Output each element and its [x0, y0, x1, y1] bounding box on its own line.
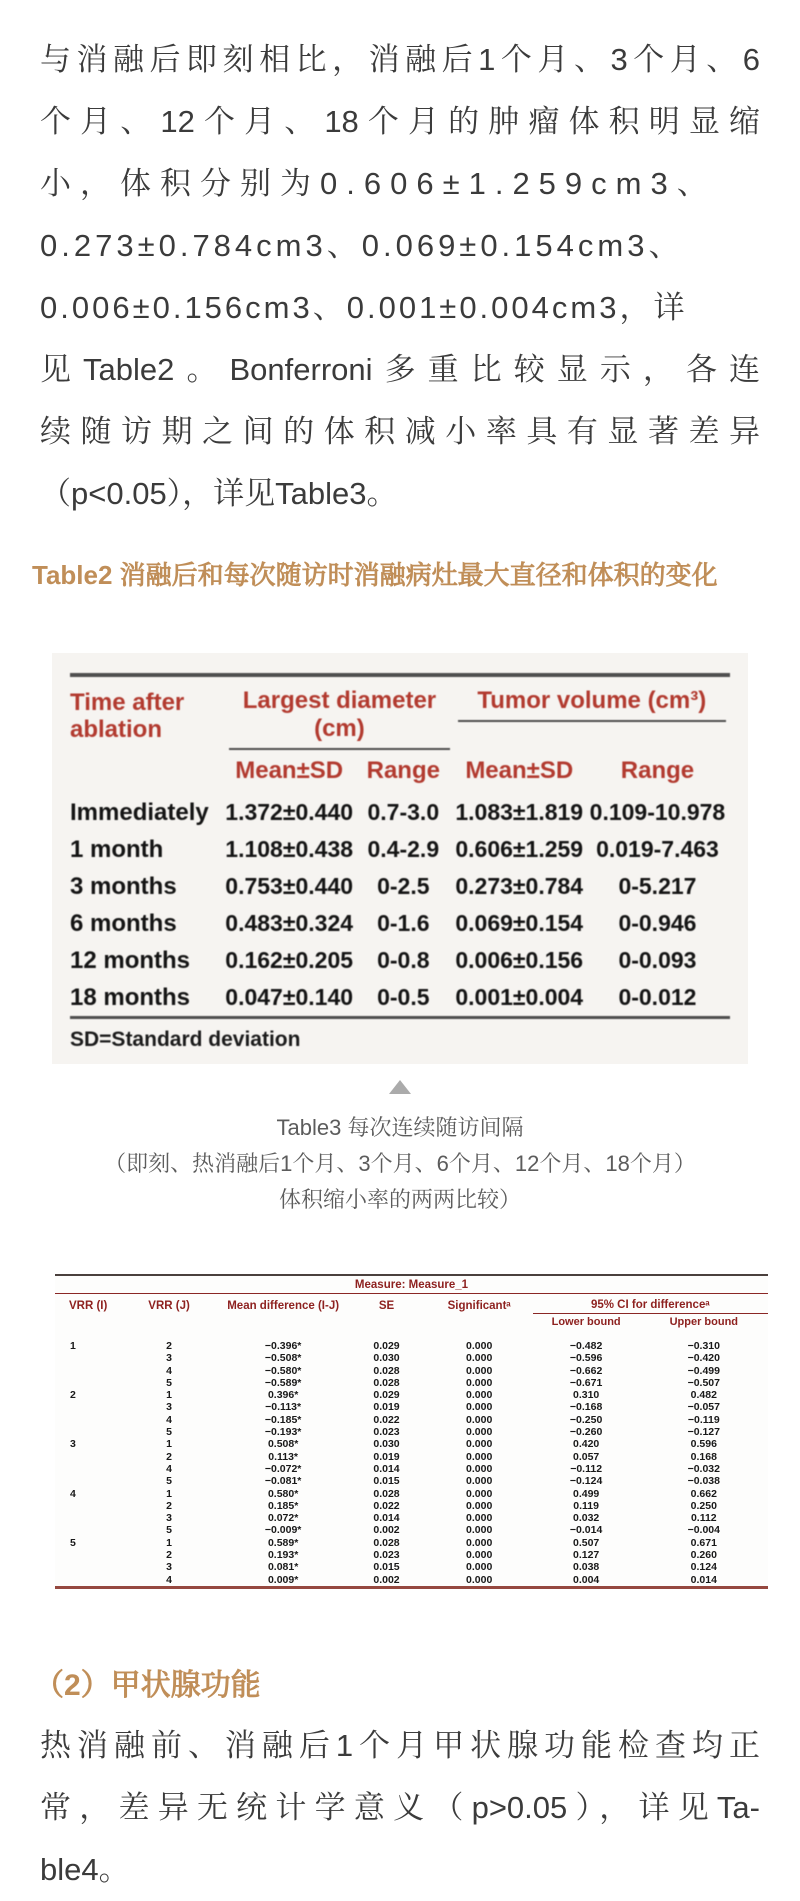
table2-row-cell: 12 months [70, 947, 191, 974]
table2-row-cell: 0-0.946 [618, 910, 697, 936]
table2-row-cell: 0.753±0.440 [225, 873, 354, 899]
table3-row [55, 1365, 768, 1377]
table3-caption-line: 体积缩小率的两两比较） [278, 1187, 521, 1212]
table3-row-cell: −0.185* [264, 1413, 302, 1426]
table3-row-cell: 4 [166, 1462, 172, 1475]
table3-row-cell: −0.580* [264, 1364, 302, 1377]
table3-row-cell: 0.015 [373, 1475, 400, 1488]
table3-row-cell: −0.119 [687, 1413, 720, 1426]
table2-subheader: Mean±SD [235, 757, 344, 784]
table3-row-cell: −0.193* [264, 1426, 302, 1439]
table2-footnote: SD=Standard deviation [70, 1028, 301, 1051]
table3-row-cell: 0.000 [466, 1549, 493, 1562]
table2-row-cell: 1.083±1.819 [455, 799, 584, 825]
table3-row-cell: 0.057 [572, 1450, 600, 1463]
table3-row-cell: −0.081* [264, 1475, 302, 1488]
table3-row-cell: 4 [70, 1487, 76, 1500]
table3-row-cell [55, 1365, 119, 1377]
table3-row-cell: 0.023 [373, 1426, 400, 1439]
table2-heading: Table2 消融后和每次随访时消融病灶最大直径和体积的变化 [32, 560, 718, 590]
table3-row-cell: −0.396* [264, 1340, 302, 1352]
table3-caption-line: Table3 每次连续随访间隔 [276, 1115, 524, 1140]
table3-row [55, 1488, 768, 1500]
table3-header-se: SE [378, 1300, 395, 1313]
paragraph-line: ble4。 [40, 1851, 130, 1887]
table3-row [55, 1512, 768, 1524]
table3-row-cell: 0.015 [373, 1561, 400, 1574]
table3-row-cell: 2 [166, 1499, 172, 1512]
table3-row-cell: −0.032 [687, 1462, 720, 1475]
table3-row-cell: 0.000 [466, 1487, 493, 1500]
paragraph-line: 0.273±0.784cm3、0.069±0.154cm3、 [40, 228, 684, 263]
paragraph-line: 热消融前、消融后1个月甲状腺功能检查均正 [40, 1727, 760, 1763]
table3-figure [55, 1274, 768, 1589]
table3-row-cell [55, 1463, 119, 1475]
table3-row-cell: 0.000 [466, 1561, 493, 1574]
table3-row-cell: 0.671 [690, 1536, 717, 1549]
table2-row-cell: 0.162±0.205 [225, 947, 354, 973]
table3-header-upper-bound: Upper bound [669, 1316, 739, 1328]
table2-row [70, 868, 730, 905]
table2-row-cell: 0-0.5 [377, 984, 430, 1010]
table3-row-cell: −0.499 [687, 1364, 720, 1377]
table3-row-cell: 2 [70, 1389, 76, 1402]
table3-row-cell: 5 [166, 1524, 172, 1537]
table2-row-cell: 0.001±0.004 [455, 984, 584, 1010]
table3-row-cell: 0.028 [373, 1536, 400, 1549]
table3-row-cell: 0.589* [267, 1536, 299, 1549]
table3-row-cell [55, 1426, 119, 1438]
table3-row-cell: 5 [166, 1376, 172, 1389]
table3-row-cell: 2 [166, 1340, 172, 1352]
table3-row-cell [55, 1475, 119, 1487]
table3-row-cell [55, 1451, 119, 1463]
table2-row [70, 831, 730, 868]
table3-row [55, 1352, 768, 1364]
table3-row-cell: −0.168 [569, 1401, 603, 1414]
table3-row-cell: 1 [166, 1487, 172, 1500]
table3-row-cell: 0.396* [267, 1389, 299, 1402]
table3-row-cell: 1 [166, 1536, 172, 1549]
table3-row-cell: 0.022 [373, 1499, 400, 1512]
table2-row-cell: 0-0.012 [618, 984, 697, 1010]
table3-row-cell: 0.596 [690, 1438, 717, 1451]
table3-row-cell: 0.127 [572, 1549, 600, 1562]
table2-col-time-header: Time after ablation [70, 689, 185, 743]
table3-row-cell: 0.000 [466, 1573, 493, 1586]
paragraph-line: （p<0.05），详见Table3。 [40, 476, 398, 511]
table3-header-vrr-j: VRR (J) [148, 1300, 190, 1313]
table3-row [55, 1451, 768, 1463]
paragraph-line: 常，差异无统计学意义（p>0.05），详见Ta- [40, 1789, 760, 1825]
table3-row-cell [55, 1414, 119, 1426]
table2-row-cell: 0-0.093 [618, 947, 697, 973]
table3-row [55, 1389, 768, 1401]
table3-row-cell: −0.127 [687, 1426, 720, 1439]
table3-row-cell: 0.260 [690, 1549, 717, 1562]
table3-row-cell: −0.112 [570, 1462, 603, 1475]
table3-row [55, 1377, 768, 1389]
table3-row-cell: 3 [166, 1352, 172, 1365]
table3-row-cell: 0.000 [466, 1426, 493, 1439]
table3-row [55, 1438, 768, 1450]
table3-row-cell: 0.000 [466, 1524, 493, 1537]
table2-row-cell: 0.483±0.324 [225, 910, 354, 936]
table3-row [55, 1414, 768, 1426]
table2-group-diameter [225, 675, 453, 750]
table3-row-cell: −0.671 [569, 1376, 603, 1389]
table3-row-cell: 0.124 [690, 1561, 717, 1574]
table3-row-cell: 0.310 [572, 1389, 600, 1402]
table3-row-cell: 0.119 [573, 1499, 599, 1512]
table3-row-cell: 2 [166, 1450, 172, 1463]
table3-row-cell: −0.589* [264, 1376, 302, 1389]
table2-group-volume [454, 675, 730, 750]
table3-caption-line: （即刻、热消融后1个月、3个月、6个月、12个月、18个月） [104, 1151, 696, 1176]
table3-row-cell: 5 [166, 1475, 172, 1488]
table3-row-cell: 0.014 [690, 1573, 717, 1586]
table3-row-cell: 0.019 [373, 1450, 400, 1463]
table3-figure-content [55, 1274, 768, 1589]
table3-row-cell: 5 [166, 1426, 172, 1439]
table3-row-cell: 0.499 [572, 1487, 600, 1500]
table2-group-diameter-label: Largest diameter (cm) [229, 687, 449, 750]
table2-row-cell: 18 months [70, 984, 191, 1011]
collapse-triangle-icon[interactable] [389, 1080, 411, 1094]
table2-group-volume-label: Tumor volume (cm³) [458, 687, 726, 722]
table3-row-cell: 0.029 [373, 1389, 400, 1402]
table3-row-cell: 0.000 [466, 1352, 493, 1365]
table3-row-cell: 0.030 [373, 1438, 400, 1451]
table2-row [70, 905, 730, 942]
table2-row-cell: 0.7-3.0 [367, 799, 440, 825]
table3-row-cell: 0.000 [466, 1389, 493, 1402]
table3-row-cell: 3 [70, 1438, 76, 1451]
table3-row-cell: 1 [70, 1340, 76, 1352]
paragraph-line: 小，体积分别为0.606±1.259cm3、 [40, 166, 717, 201]
table3-row-cell: 0.000 [466, 1438, 493, 1451]
table3-row-cell: 1 [166, 1389, 172, 1402]
table3-row [55, 1340, 768, 1352]
table3-row-cell: −0.482 [569, 1340, 603, 1352]
table3-row-cell: 0.030 [373, 1352, 400, 1365]
table3-row-cell: 0.000 [466, 1413, 493, 1426]
table3-row-cell: −0.507 [687, 1376, 720, 1389]
table3-row [55, 1549, 768, 1561]
table2-subheader: Mean±SD [465, 757, 574, 784]
table3-row-cell: −0.310 [687, 1340, 720, 1352]
table3-row-cell: 0.014 [373, 1512, 400, 1525]
table3-row-cell: 0.023 [373, 1549, 400, 1562]
table3-row-cell: 0.000 [466, 1340, 493, 1352]
table3-row [55, 1475, 768, 1487]
table2-row [70, 794, 730, 831]
table3-row [55, 1524, 768, 1536]
table3-row-cell: 0.028 [373, 1487, 400, 1500]
table2-row [70, 979, 730, 1018]
table3-row-cell: 0.000 [466, 1450, 493, 1463]
table3-row-cell: −0.004 [687, 1524, 720, 1537]
paragraph-line: 0.006±0.156cm3、0.001±0.004cm3，详 [40, 290, 688, 325]
table3-row-cell: 0.072* [267, 1512, 299, 1525]
table2-row-cell: 1.372±0.440 [225, 799, 354, 825]
table3-row-cell: −0.072* [264, 1462, 302, 1475]
table3-row-cell: 3 [166, 1512, 172, 1525]
table3-row-cell: 3 [166, 1401, 172, 1414]
table3-row [55, 1401, 768, 1413]
table3-row-cell: 0.019 [373, 1401, 400, 1414]
paragraph-line: 见Table2。Bonferroni多重比较显示，各连 [40, 352, 760, 387]
table3-row-cell [55, 1401, 119, 1413]
table2-row-cell: 0.019-7.463 [596, 836, 719, 862]
table2-row-cell: 0.273±0.784 [455, 873, 584, 899]
table2-row-cell: Immediately [70, 799, 209, 826]
table3-row-cell: 0.508* [267, 1438, 299, 1451]
table2-row-cell: 0.109-10.978 [589, 799, 726, 825]
paragraph-thyroid-function [40, 1707, 760, 1901]
table2-row-cell: 0-2.5 [377, 873, 430, 899]
table3-row-cell: 2 [166, 1549, 172, 1562]
table2-subheader: Range [366, 757, 440, 784]
table3-row-cell: 0.168 [690, 1450, 717, 1463]
table3-row-cell: 0.000 [466, 1475, 493, 1488]
table2-row-cell: 0-5.217 [618, 873, 697, 899]
table2-row-cell: 0.069±0.154 [455, 910, 584, 936]
table3-caption [40, 1110, 760, 1218]
table2-subheader: Range [620, 757, 695, 784]
table3-row [55, 1561, 768, 1573]
table2 [70, 673, 730, 1019]
table3-row-cell: 0.022 [373, 1413, 400, 1426]
table3-row-cell [55, 1549, 119, 1561]
table3-row-cell: −0.009* [264, 1524, 302, 1537]
paragraph-line: 个月、12个月、18个月的肿瘤体积明显缩 [40, 104, 760, 139]
table3-row-cell: 0.000 [466, 1536, 493, 1549]
section2-heading: （2）甲状腺功能 [34, 1668, 261, 1702]
table3-row-cell: 0.193* [267, 1549, 299, 1562]
table3-row-cell: 0.113* [268, 1450, 299, 1463]
table3-row-cell: 0.009* [267, 1573, 299, 1586]
table2-row-cell: 0-1.6 [377, 910, 430, 936]
table3-row-cell: 4 [166, 1573, 172, 1586]
table2-row-cell: 0.047±0.140 [225, 984, 354, 1010]
table3-row-cell: 0.420 [572, 1438, 600, 1451]
table3-row [55, 1463, 768, 1475]
table3-row-cell: 0.014 [373, 1462, 400, 1475]
table3 [55, 1274, 768, 1589]
table3-row [55, 1574, 768, 1588]
table2-row-cell: 1 month [70, 836, 164, 863]
table2-figure-content [52, 673, 748, 1052]
table3-row-cell: 0.000 [466, 1499, 493, 1512]
table3-row-cell: −0.124 [569, 1475, 603, 1488]
paragraph-line: 续随访期之间的体积减小率具有显著差异 [40, 414, 760, 449]
table3-header-lower-bound: Lower bound [551, 1316, 621, 1328]
table3-row-cell: 0.002 [373, 1573, 400, 1586]
table3-row-cell: 0.028 [373, 1376, 400, 1389]
table3-row-cell [55, 1377, 119, 1389]
table3-row-cell: −0.662 [569, 1364, 603, 1377]
table3-header-ci: 95% CI for differenceᵃ [533, 1294, 768, 1314]
table2-body [70, 794, 730, 1018]
table2-row [70, 942, 730, 979]
table3-row-cell: 0.112 [690, 1512, 717, 1525]
table3-row-cell: 0.000 [466, 1512, 493, 1525]
table3-row-cell: 0.250 [690, 1499, 717, 1512]
table3-row-cell: −0.113* [265, 1401, 302, 1414]
paragraph-volume-results [40, 0, 760, 525]
table3-header-vrr-i: VRR (I) [69, 1300, 108, 1313]
table3-row-cell: −0.038 [687, 1475, 720, 1488]
table2-row-cell: 0-0.8 [377, 947, 430, 973]
table3-row-cell [55, 1561, 119, 1573]
table3-row-cell [55, 1500, 119, 1512]
table3-row-cell: 0.028 [373, 1364, 400, 1377]
table3-row-cell: 0.580* [267, 1487, 299, 1500]
paragraph-line: 与消融后即刻相比，消融后1个月、3个月、6 [40, 42, 760, 77]
table3-row-cell: 0.032 [572, 1512, 600, 1525]
table3-row-cell: 4 [166, 1364, 172, 1377]
table2-row-cell: 3 months [70, 873, 177, 900]
table3-row-cell: 0.507 [572, 1536, 600, 1549]
table3-row-cell: −0.250 [569, 1413, 603, 1426]
table3-row-cell: 0.000 [466, 1376, 493, 1389]
table3-row-cell: 0.000 [466, 1401, 493, 1414]
table3-row-cell: 4 [166, 1413, 172, 1426]
table3-body [55, 1332, 768, 1587]
table3-row-cell: 0.002 [373, 1524, 400, 1537]
table3-row-cell: −0.420 [687, 1352, 720, 1365]
table3-row [55, 1500, 768, 1512]
table3-row-cell: −0.508* [264, 1352, 302, 1365]
table3-header-significant: Significantᵃ [447, 1300, 511, 1313]
table3-row-cell: 0.004 [572, 1573, 600, 1586]
table2-row-cell: 0.006±0.156 [455, 947, 584, 973]
table3-row-cell: −0.057 [687, 1401, 720, 1414]
table3-row-cell: 0.662 [690, 1487, 717, 1500]
table3-row-cell: 0.185* [267, 1499, 299, 1512]
table3-row-cell [55, 1574, 119, 1588]
table3-row-cell [55, 1352, 119, 1364]
table3-row-cell: 0.081* [267, 1561, 299, 1574]
table3-measure-label: Measure: Measure_1 [55, 1275, 768, 1294]
table3-row [55, 1426, 768, 1438]
table3-row-cell: 0.029 [373, 1340, 400, 1352]
table2-row-cell: 6 months [70, 910, 177, 937]
table2-row-cell: 0.606±1.259 [455, 836, 584, 862]
table3-row-cell: −0.014 [569, 1524, 603, 1537]
table3-row-cell: 0.482 [690, 1389, 717, 1402]
table3-row-cell [55, 1512, 119, 1524]
table3-row-cell: 0.000 [466, 1462, 493, 1475]
table2-row-cell: 1.108±0.438 [225, 836, 354, 862]
table3-header-spacer [55, 1314, 533, 1333]
table3-row-cell: −0.596 [569, 1352, 603, 1365]
table3-row-cell: −0.260 [569, 1426, 603, 1439]
table2-figure [52, 653, 748, 1064]
table3-row [55, 1537, 768, 1549]
table3-row-cell: 1 [166, 1438, 172, 1451]
table3-row-cell: 3 [166, 1561, 172, 1574]
table3-header-mean-difference: Mean difference (I-J) [227, 1300, 340, 1313]
table2-row-cell: 0.4-2.9 [367, 836, 440, 862]
table3-row-cell: 0.038 [572, 1561, 600, 1574]
table3-row-cell: 5 [70, 1536, 76, 1549]
table3-row-cell [55, 1524, 119, 1536]
table3-row-cell: 0.000 [466, 1364, 493, 1377]
